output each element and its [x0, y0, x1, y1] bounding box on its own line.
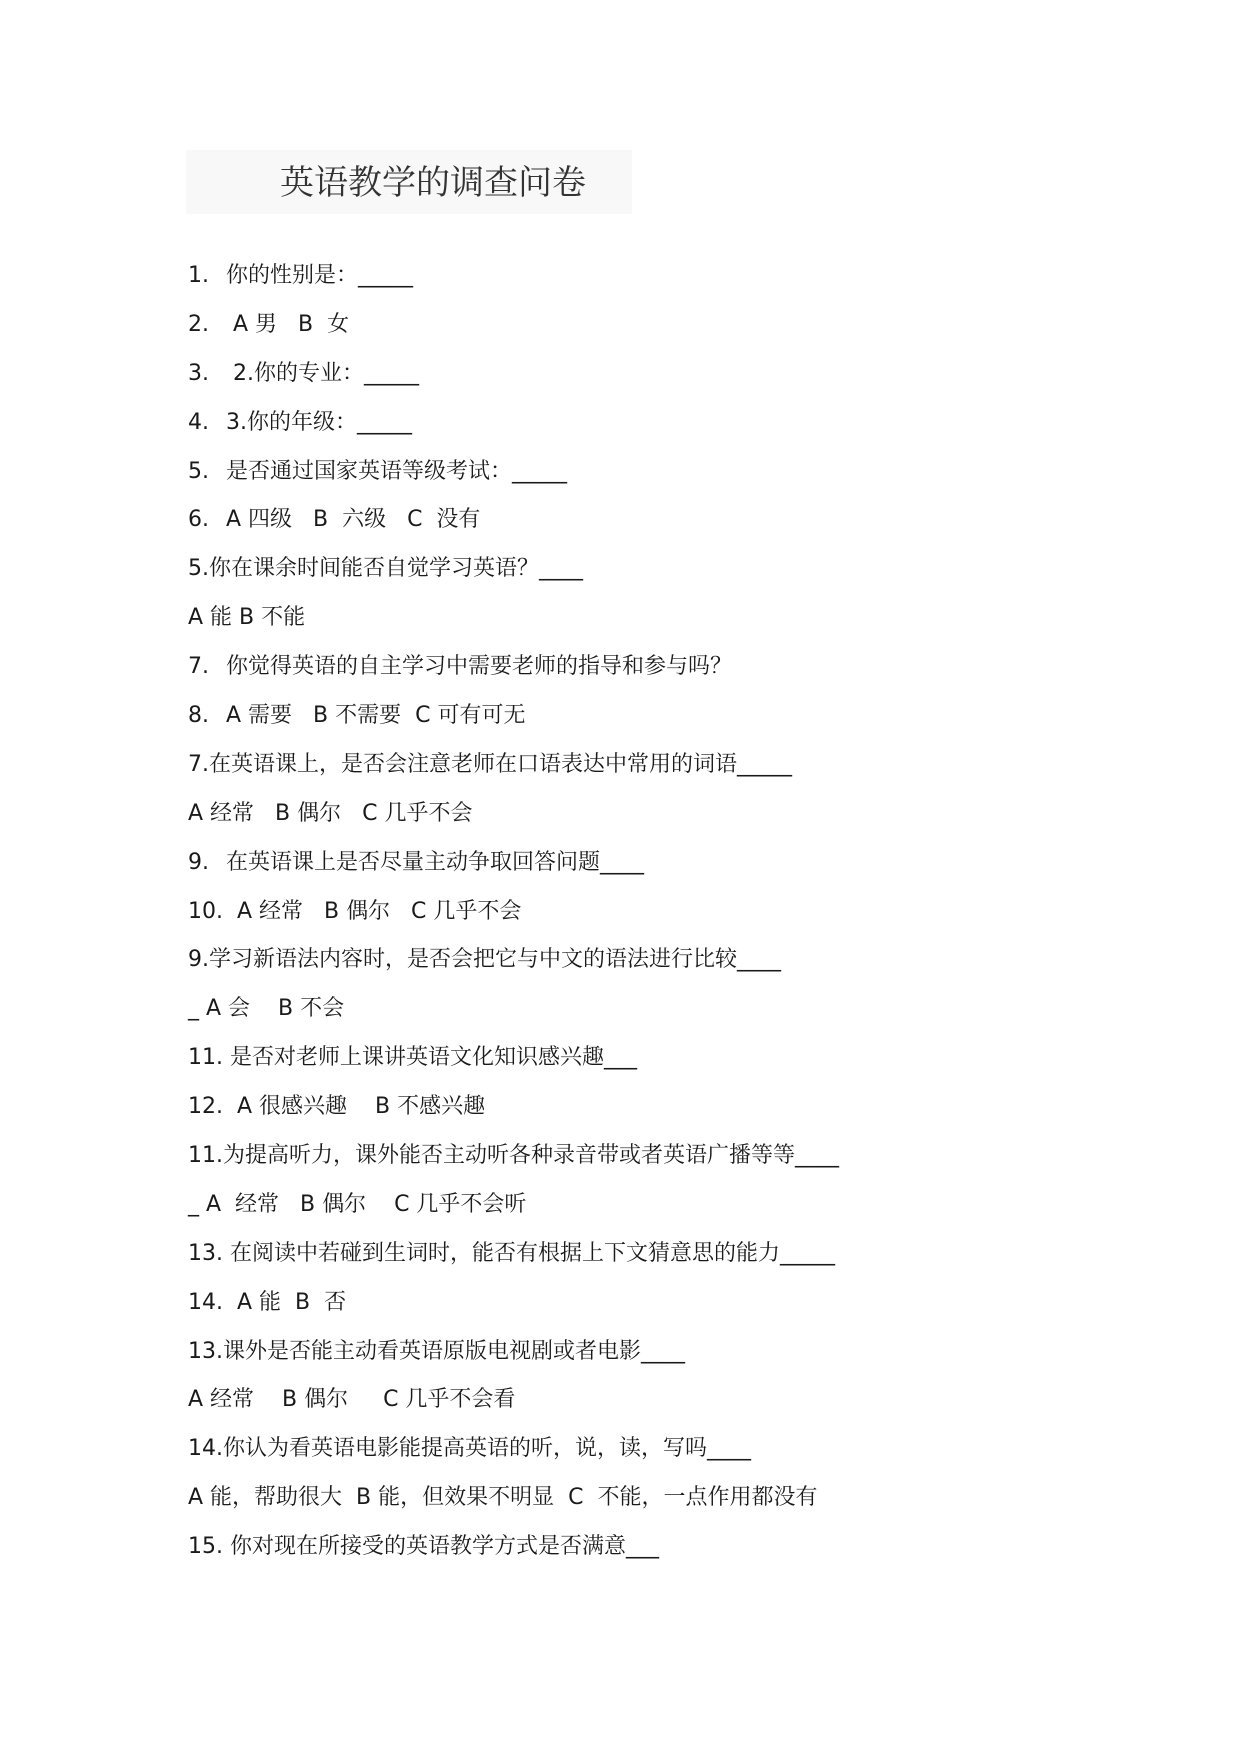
questionnaire-line [188, 1230, 1188, 1279]
line-text: 15. 你对现在所接受的英语教学方式是否满意___ [188, 1534, 659, 1560]
questionnaire-line [188, 692, 1188, 741]
line-text: 你觉得英语的自主学习中需要老师的指导和参与吗？ [226, 654, 733, 680]
line-text: 10. A 经常 B 偶尔 C 几乎不会 [188, 898, 522, 924]
questionnaire-line [188, 252, 1188, 301]
line-text: 5.你在课余时间能否自觉学习英语？____ [188, 556, 583, 582]
line-number: 2. [188, 311, 209, 337]
questionnaire-line [188, 399, 1188, 448]
questionnaire-line [188, 1132, 1188, 1181]
line-text: 13.课外是否能主动看英语原版电视剧或者电影____ [188, 1338, 685, 1364]
line-text: 你的性别是：_____ [226, 263, 414, 288]
line-text: A 能，帮助很大 B 能，但效果不明显 C 不能，一点作用都没有 [188, 1485, 818, 1511]
questionnaire-line [188, 594, 1188, 643]
questionnaire-line [188, 741, 1188, 790]
questionnaire-line [188, 985, 1188, 1034]
questionnaire-line [188, 643, 1188, 692]
line-number: 5. [188, 458, 209, 484]
questionnaire-line [188, 839, 1188, 888]
line-number: 4. [188, 409, 209, 435]
questionnaire-line [188, 448, 1188, 497]
line-text: 9.学习新语法内容时，是否会把它与中文的语法进行比较____ [188, 947, 781, 973]
line-text: A 经常 B 偶尔 C 几乎不会 [188, 800, 473, 826]
line-text: A 能 B 不能 [188, 605, 306, 631]
line-text: A 男 B 女 [226, 311, 350, 337]
questionnaire-line [188, 496, 1188, 545]
questionnaire-line [188, 936, 1188, 985]
line-text: A 经常 B 偶尔 C 几乎不会看 [188, 1387, 516, 1413]
line-text: 7.在英语课上，是否会注意老师在口语表达中常用的词语_____ [188, 751, 792, 777]
line-number: 1. [188, 263, 209, 288]
line-number: 9. [188, 849, 209, 875]
line-number: 6. [188, 507, 209, 533]
line-text: 11. 是否对老师上课讲英语文化知识感兴趣___ [188, 1045, 637, 1071]
page-title: 英语教学的调查问卷 [280, 163, 586, 203]
questionnaire-line [188, 1083, 1188, 1132]
line-number: 3. [188, 360, 209, 386]
line-text: A 四级 B 六级 C 没有 [226, 507, 481, 533]
line-text: A 需要 B 不需要 C 可有可无 [226, 703, 526, 729]
questionnaire-line [188, 1279, 1188, 1328]
questionnaire-line [188, 1376, 1188, 1425]
line-number: 7. [188, 654, 209, 680]
questionnaire-line [188, 1181, 1188, 1230]
questionnaire-line [188, 790, 1188, 839]
questionnaire-line [188, 350, 1188, 399]
line-text: 14. A 能 B 否 [188, 1289, 347, 1315]
questionnaire-list [188, 252, 1188, 1572]
line-text: 在英语课上是否尽量主动争取回答问题____ [226, 849, 645, 875]
questionnaire-line [188, 1328, 1188, 1377]
line-text: 是否通过国家英语等级考试：_____ [226, 458, 568, 484]
line-text: 12. A 很感兴趣 B 不感兴趣 [188, 1094, 486, 1120]
questionnaire-line [188, 1523, 1188, 1572]
line-text: _ A 经常 B 偶尔 C 几乎不会听 [188, 1191, 527, 1217]
line-text: 11.为提高听力，课外能否主动听各种录音带或者英语广播等等____ [188, 1143, 839, 1169]
line-text: _ A 会 B 不会 [188, 996, 345, 1022]
line-text: 13. 在阅读中若碰到生词时，能否有根据上下文猜意思的能力_____ [188, 1240, 835, 1266]
questionnaire-line [188, 301, 1188, 350]
line-text: 3.你的年级：_____ [226, 409, 412, 435]
line-text: 14.你认为看英语电影能提高英语的听，说，读，写吗____ [188, 1436, 751, 1462]
questionnaire-line [188, 1034, 1188, 1083]
questionnaire-line [188, 545, 1188, 594]
questionnaire-line [188, 888, 1188, 937]
questionnaire-line [188, 1425, 1188, 1474]
line-number: 8. [188, 703, 209, 729]
line-text: 2.你的专业：_____ [226, 360, 419, 386]
questionnaire-line [188, 1474, 1188, 1523]
